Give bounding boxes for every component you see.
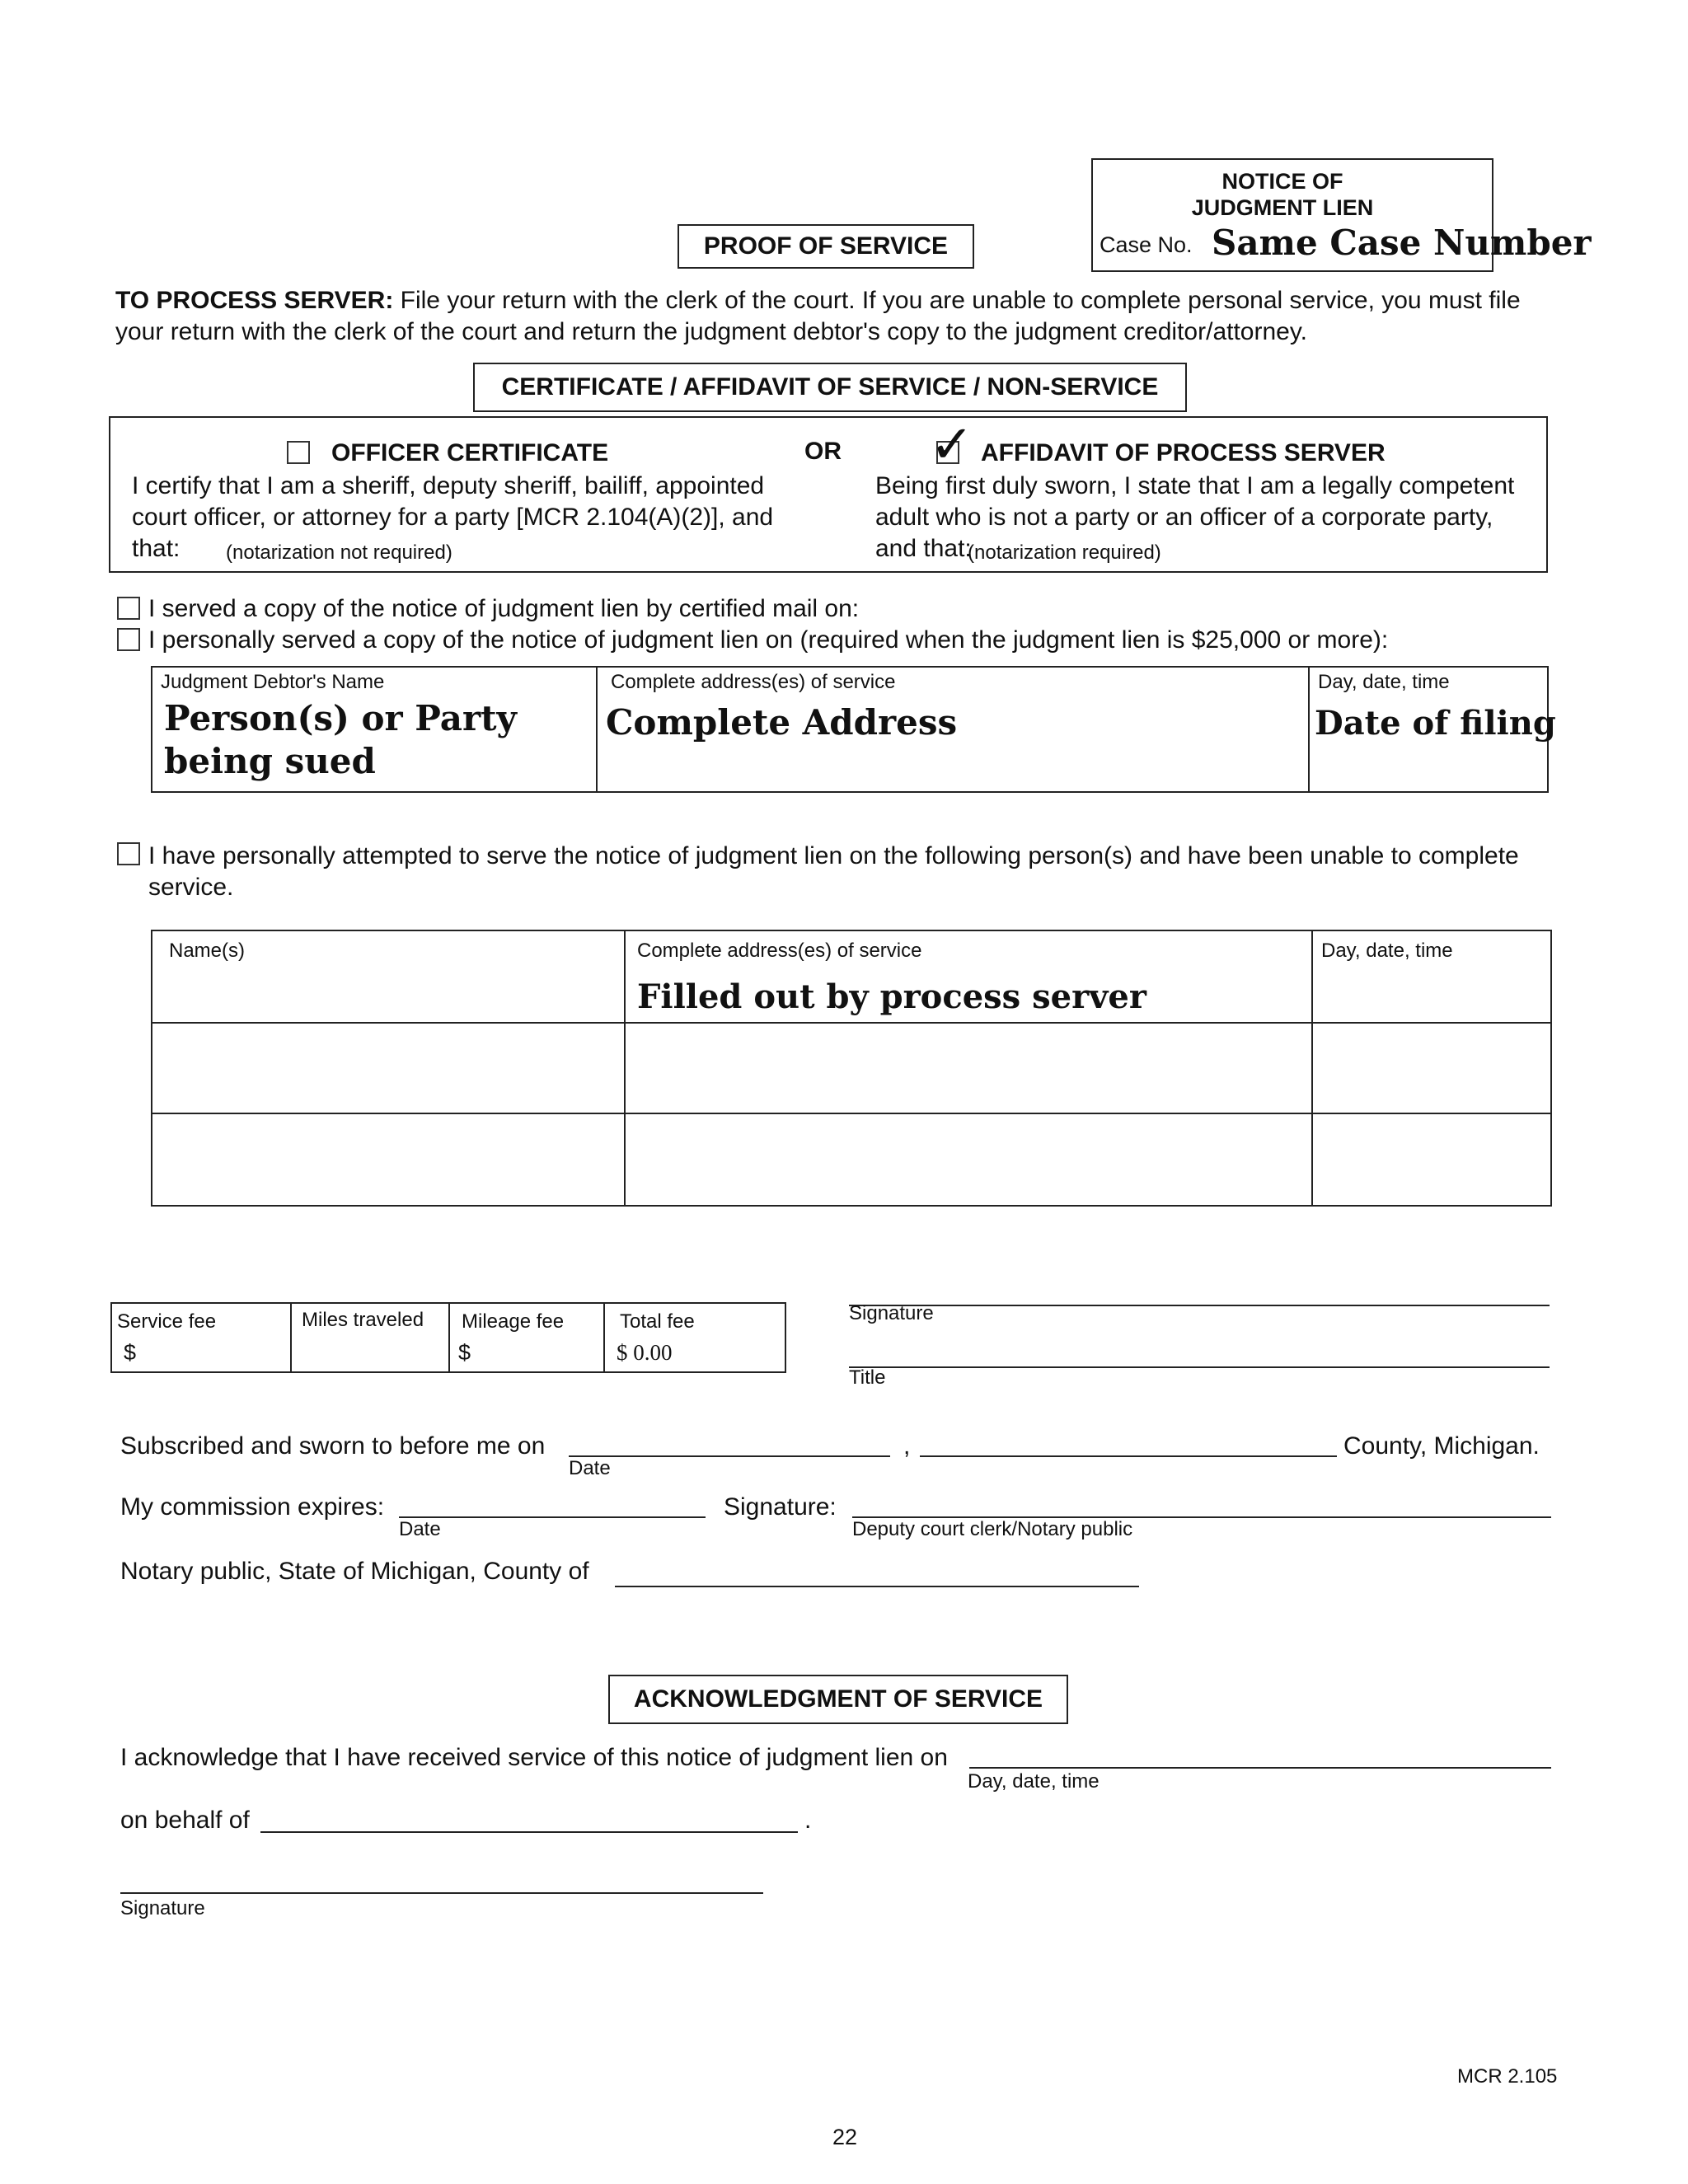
affidavit-text: Being first duly sworn, I state that I am a legally competent adult who is not a party or an officer of a corporate party, and that: [875,472,1515,562]
certified-mail-checkbox[interactable] [117,597,140,620]
attempted-table [151,930,1552,1207]
personal-service-checkbox[interactable] [117,628,140,651]
acknowledgment-signature-label: Signature [120,1897,205,1919]
signature-line[interactable] [849,1305,1550,1306]
acknowledgment-signature-line[interactable] [120,1892,763,1894]
county-line[interactable] [920,1455,1337,1457]
attempted-col-datetime: Day, date, time [1321,940,1453,962]
subscribed-date-line[interactable] [569,1455,890,1457]
affidavit-title: AFFIDAVIT OF PROCESS SERVER [981,439,1386,466]
or-label: OR [804,438,842,465]
mileage-fee-value[interactable]: $ [458,1340,471,1365]
county-michigan-text: County, Michigan. [1343,1432,1540,1460]
attempted-col-address: Complete address(es) of service [637,940,922,962]
certificate-box [109,416,1548,573]
notice-title: NOTICE OF JUDGMENT LIEN [1191,169,1374,220]
instructions-label: TO PROCESS SERVER: [115,287,394,314]
served-address-value[interactable]: Complete Address [606,702,958,743]
instructions-text: File your return with the clerk of the court. If you are unable to complete personal service, you must file your return with the clerk of the court and return the judgment debtor's copy to the judgment creditor/attorney. [115,287,1521,345]
total-fee-label: Total fee [620,1310,695,1333]
officer-notarization-note: (notarization not required) [226,541,452,564]
title-label: Title [849,1366,886,1389]
subscribed-text: Subscribed and sworn to before me on [120,1432,546,1460]
officer-certificate-checkbox[interactable] [287,441,310,464]
signature-label: Signature [849,1302,934,1324]
on-behalf-of-text: on behalf of [120,1807,250,1834]
service-fee-value[interactable]: $ [124,1340,137,1365]
served-table [151,666,1556,793]
served-col-name: Judgment Debtor's Name [161,671,385,693]
served-date-value[interactable]: Date of filing [1315,704,1556,743]
acknowledgment-day-label: Day, date, time [968,1770,1100,1793]
acknowledgment-title-box [608,1675,1068,1724]
title-line[interactable] [849,1366,1550,1368]
service-fee-label: Service fee [117,1310,217,1333]
served-col-datetime: Day, date, time [1318,671,1450,693]
proof-of-service-title-box [678,224,974,269]
certified-mail-text: I served a copy of the notice of judgment lien by certified mail on: [148,595,860,622]
mileage-fee-label: Mileage fee [462,1310,565,1333]
page-number: 22 [832,2125,858,2149]
subscribed-date-label: Date [569,1457,611,1479]
officer-certificate-text: I certify that I am a sheriff, deputy sheriff, bailiff, appointed court officer, or attorney for a party [MCR 2.104(A)(2)], and that: [132,472,774,562]
served-col-address: Complete address(es) of service [611,671,896,693]
commission-date-label: Date [399,1518,441,1540]
miles-traveled-label: Miles traveled [302,1309,424,1331]
on-behalf-of-line[interactable] [260,1831,798,1833]
officer-certificate-title: OFFICER CERTIFICATE [331,439,609,466]
process-server-instructions [115,285,1550,348]
commission-date-line[interactable] [399,1516,706,1518]
notary-state-text: Notary public, State of Michigan, County of [120,1558,589,1585]
served-name-value[interactable]: Person(s) or Party being sued [164,698,517,781]
acknowledgment-text: I acknowledge that I have received service of this notice of judgment lien on [120,1744,948,1771]
personal-service-text: I personally served a copy of the notice of judgment lien on (required when the judgment lien is $25,000 or more): [148,626,1389,654]
total-fee-value[interactable]: $ 0.00 [617,1340,673,1365]
form-id: MCR 2.105 [1457,2065,1558,2088]
affidavit-checkmark: ✓ [930,415,974,476]
on-behalf-of-period: . [804,1807,812,1834]
attempted-service-text: I have personally attempted to serve the notice of judgment lien on the following person(s) and have been unable to complete service. [148,842,1519,901]
deputy-clerk-label: Deputy court clerk/Notary public [852,1518,1133,1540]
affidavit-notarization-note: (notarization required) [968,541,1161,564]
fees-table [110,1302,786,1373]
attempted-service-checkbox[interactable] [117,842,140,865]
acknowledgment-title: ACKNOWLEDGMENT OF SERVICE [633,1685,1043,1713]
proof-of-service-title: PROOF OF SERVICE [703,232,949,260]
attempted-row1-address[interactable]: Filled out by process server [637,977,1146,1016]
subscribed-comma: , [903,1432,911,1460]
certificate-title: CERTIFICATE / AFFIDAVIT OF SERVICE / NON-SERVICE [501,373,1159,401]
acknowledgment-date-line[interactable] [969,1767,1551,1769]
notary-county-line[interactable] [615,1586,1139,1587]
notary-signature-label: Signature: [724,1493,837,1521]
certificate-title-box [473,363,1187,412]
attempted-col-names: Name(s) [169,940,246,962]
commission-expires-text: My commission expires: [120,1493,385,1521]
case-no-label: Case No. [1100,232,1193,257]
case-no-value[interactable]: Same Case Number [1212,223,1592,263]
